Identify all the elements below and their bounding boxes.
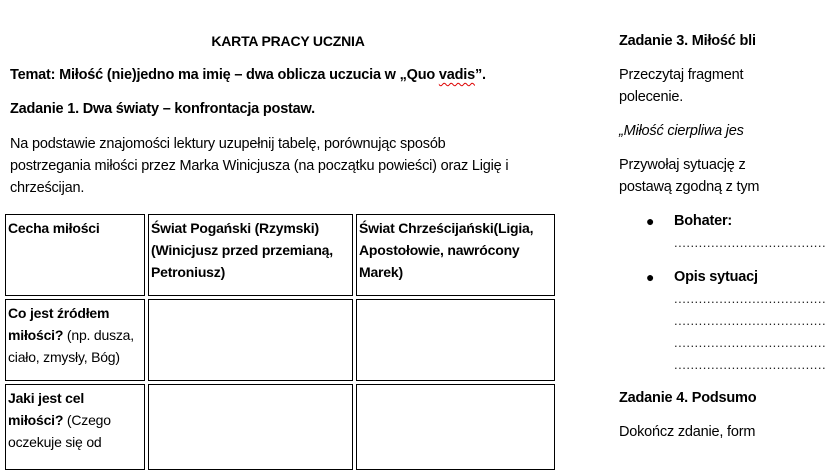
task3-instruction-line: Przeczytaj fragment (619, 67, 744, 83)
task3-prompt-line: Przywołaj sytuację z (619, 157, 746, 173)
row-label-hint: (Czego oczekuje się od (8, 412, 111, 450)
task1-heading: Zadanie 1. Dwa światy – konfrontacja postaw. (10, 101, 315, 117)
header-cell-christian[interactable]: Świat Chrześcijański(Ligia, Apostołowie, nawrócony Marek) (356, 214, 555, 296)
pagan-answer-cell[interactable] (148, 384, 353, 470)
answer-dotted-line[interactable]: ..................................... (674, 235, 826, 250)
task1-instruction (10, 133, 570, 199)
topic-line (10, 67, 486, 83)
answer-dotted-line[interactable]: ..................................... (674, 357, 826, 372)
row-label-cell[interactable] (5, 299, 145, 381)
instruction-line: chrześcijan. (10, 180, 85, 196)
pagan-answer-cell[interactable] (148, 299, 353, 381)
answer-dotted-line[interactable]: ..................................... (674, 291, 826, 306)
comparison-table (2, 211, 558, 473)
table-header-row (5, 214, 555, 296)
topic-suffix: ”. (474, 67, 486, 83)
row-label-hint: (np. dusza, ciało, zmysły, Bóg) (8, 327, 134, 365)
bullet-icon: ● (646, 269, 655, 285)
christian-answer-cell[interactable] (356, 384, 555, 470)
task3-quote: „Miłość cierpliwa jes (619, 123, 744, 139)
table-row (5, 384, 555, 470)
answer-dotted-line[interactable]: ..................................... (674, 313, 826, 328)
task3-prompt-line: postawą zgodną z tym (619, 179, 760, 195)
worksheet-title: KARTA PRACY UCZNIA (211, 33, 365, 49)
instruction-line: postrzegania miłości przez Marka Winicjusza (na początku powieści) oraz Ligię i (10, 158, 509, 174)
christian-answer-cell[interactable] (356, 299, 555, 381)
task3-instruction-line: polecenie. (619, 89, 684, 105)
bullet-icon: ● (646, 213, 655, 229)
answer-dotted-line[interactable]: ..................................... (674, 335, 826, 350)
bullet-label-situation: Opis sytuacj (674, 269, 758, 285)
header-cell-feature[interactable]: Cecha miłości (5, 214, 145, 296)
bullet-label-hero: Bohater: (674, 213, 733, 229)
row-label-bold: Co jest źródłem miłości? (8, 305, 110, 343)
instruction-line: Na podstawie znajomości lektury uzupełnij tabelę, porównując sposób (10, 136, 446, 152)
header-cell-pagan[interactable]: Świat Pogański (Rzymski)(Winicjusz przed przemianą, Petroniusz) (148, 214, 353, 296)
task4-heading: Zadanie 4. Podsumo (619, 390, 757, 406)
table-row (5, 299, 555, 381)
task3-heading: Zadanie 3. Miłość bli (619, 33, 756, 49)
topic-text: Temat: Miłość (nie)jedno ma imię – dwa oblicza uczucia w „Quo (10, 67, 439, 83)
task4-instruction: Dokończ zdanie, form (619, 424, 756, 440)
spellcheck-flagged-word[interactable]: vadis (438, 67, 475, 83)
row-label-bold: Jaki jest cel miłości? (8, 390, 85, 428)
row-label-cell[interactable] (5, 384, 145, 470)
